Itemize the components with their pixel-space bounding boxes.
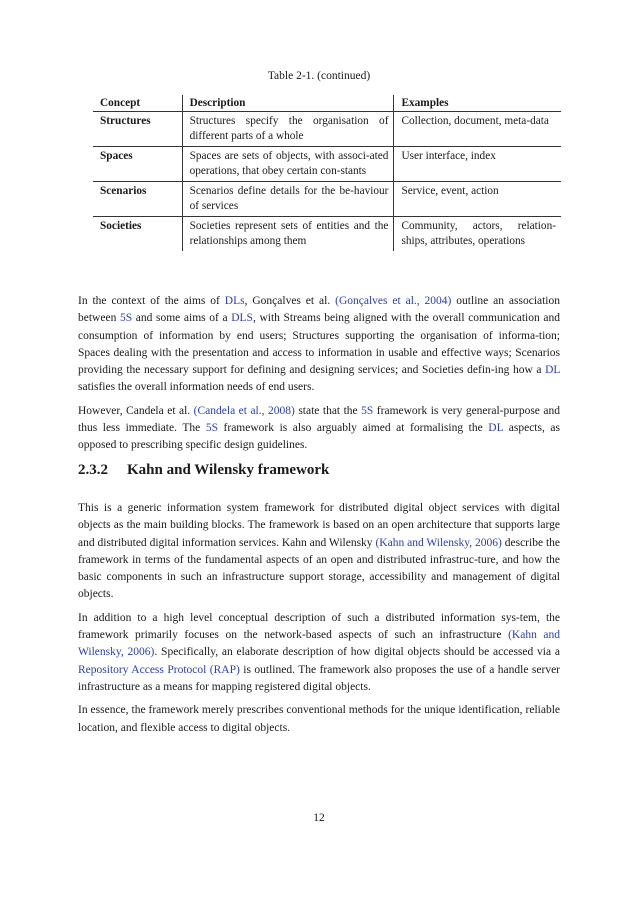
cell-concept: Scenarios [93,182,182,217]
body-text-upper [78,293,560,461]
paragraph [78,293,560,397]
text-run: . Specifically, an elaborate description of how digital objects should be accessed via a [154,646,560,659]
text-run: This is a generic information system framework for distributed digital object services with digital objects as the main building blocks. The framework is based on an open architecture that supports large and distributed digital information services. Kahn and Wilensky [78,502,560,549]
header-examples: Examples [394,95,561,112]
cell-description: Spaces are sets of objects, with associ-ated operations, that obey certain con-stants [182,147,394,182]
table-header-row [93,95,561,112]
citation-link[interactable]: (Candela et al., 2008) [193,404,295,417]
citation-link[interactable]: (Gonçalves et al., 2004) [335,295,452,307]
cell-description: Scenarios define details for the be-haviour of services [182,182,394,217]
table-row [93,217,561,252]
acronym-link[interactable]: DLs [224,295,245,307]
cell-examples: User interface, index [394,147,561,182]
acronym-link[interactable]: DL [488,422,504,435]
cell-examples: Collection, document, meta-data [394,112,561,147]
text-run: , Gonçalves et al. [244,295,336,307]
table-row [93,182,561,217]
citation-link[interactable]: (Kahn and Wilensky, 2006) [375,536,502,549]
text-run: aspects, as opposed to prescribing specific design guidelines. [78,422,560,452]
section-title: Kahn and Wilensky framework [127,462,330,478]
table-row [93,147,561,182]
cell-examples: Community, actors, relation-ships, attributes, operations [401,220,556,247]
text-run: satisfies the overall information needs of end users. [78,381,315,394]
body-text-lower [78,500,560,743]
text-run: In addition to a high level conceptual description of such a distributed information sys-tem, the framework primarily focuses on the network-based aspects of such an infrastructure [78,611,560,642]
page-number: 12 [313,812,325,824]
cell-description: Structures specify the organisation of different parts of a whole [182,112,394,147]
text-run: is outlined. The framework also proposes the use of a handle server infrastructure as a means for mapping registered digital objects. [78,663,560,693]
text-run: framework is very general-purpose and thus less immediate. The [78,404,560,435]
acronym-link[interactable]: Repository Access Protocol (RAP) [78,663,240,676]
acronym-link[interactable]: 5S [119,312,133,325]
section-heading [78,462,329,479]
table-row [93,112,561,147]
acronym-link[interactable]: 5S [361,404,374,417]
text-run: framework is also arguably aimed at formalising the [217,422,489,435]
header-concept: Concept [93,95,182,112]
paragraph: In essence, the framework merely prescribes conventional methods for the unique identification, reliable location, and flexible access to digital objects. [78,704,560,734]
text-run: and some aims of a [132,312,232,325]
acronym-link[interactable]: DLS [231,312,253,325]
acronym-link[interactable]: DL [545,364,560,377]
header-description: Description [182,95,394,112]
text-run: However, Candela et al. [78,404,194,417]
text-run: In the context of the aims of [78,295,225,307]
cell-examples: Service, event, action [394,182,561,217]
paragraph [78,500,560,604]
text-run: , with Streams being aligned with the overall communication and consumption of information by end users; Structures supporting the organisation of informa-tion; Spaces dealing with the presentation and access to information in usable and effective ways; Scenarios providing the necessary support for defining and designing services; and Societies defin-ing how a [78,312,560,377]
paragraph [78,403,560,455]
acronym-link[interactable]: 5S [205,422,218,435]
cell-concept: Structures [93,112,182,147]
cell-concept: Spaces [93,147,182,182]
concepts-table [93,95,561,251]
cell-concept: Societies [100,220,142,232]
text-run: state that the [294,404,362,417]
text-run: describe the framework in terms of the fundamental aspects of an open and distributed infrastruc-ture, and how the basic components in such an infrastructure support storage, accessibility and management of digital objects. [78,536,560,601]
text-run: outline an association between [78,295,561,325]
table-caption: Table 2-1. (continued) [267,70,371,82]
citation-link[interactable]: (Kahn and Wilensky, 2006) [78,629,561,659]
section-number: 2.3.2 [78,462,108,478]
cell-description: Societies represent sets of entities and the relationships among them [182,217,394,252]
paragraph [78,610,560,696]
